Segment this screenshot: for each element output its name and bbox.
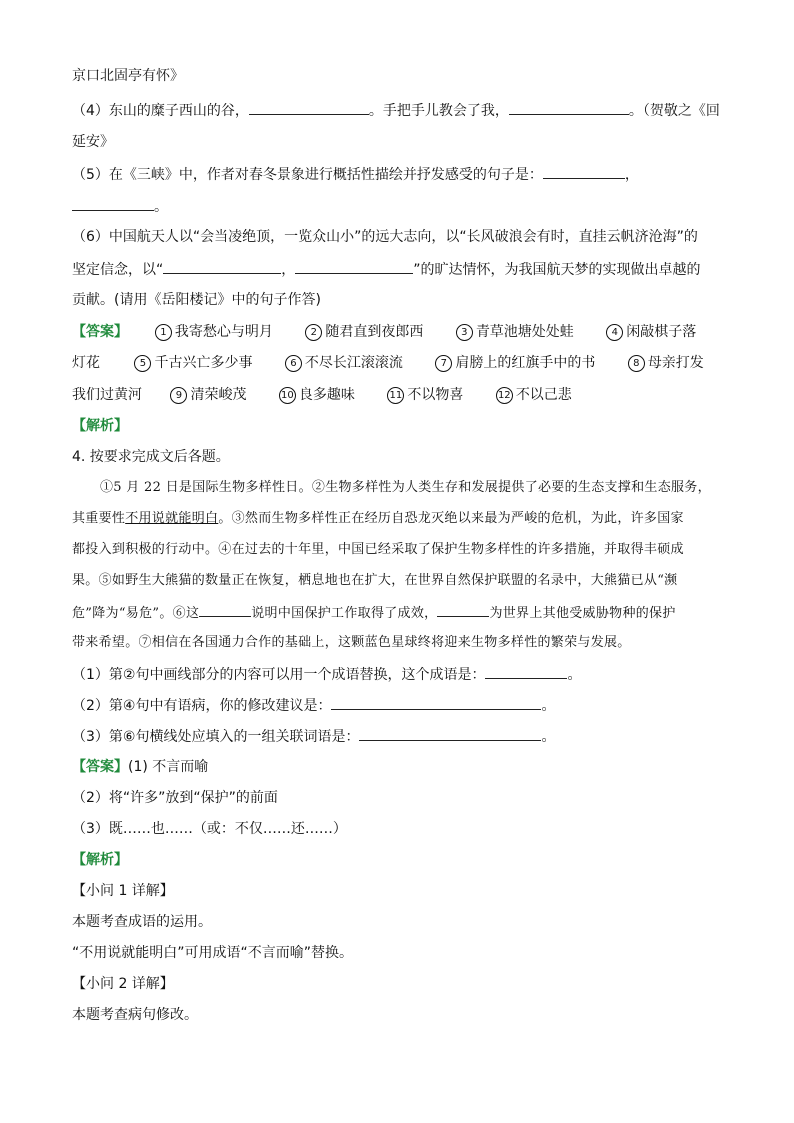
text: 。 (541, 698, 556, 714)
text-line (72, 290, 321, 310)
answer-text: 我们过黄河 (72, 387, 142, 403)
answer-item (170, 385, 246, 405)
number-badge: 9 (170, 387, 187, 404)
text: ”的旷达情怀，为我国航天梦的实现做出卓越的 (413, 262, 701, 278)
answer-line-2 (72, 353, 704, 373)
text: （3）第⑥句横线处应填入的一组关联词语是： (72, 729, 360, 745)
answer-2-line: （3）既……也……（或：不仅……还……） (72, 821, 347, 837)
text: 。 (154, 199, 168, 215)
answer-blank[interactable] (199, 602, 251, 617)
answer-item (606, 322, 696, 342)
answer-text: 闲敲棋子落 (626, 324, 697, 340)
answer-blank[interactable] (485, 664, 567, 679)
number-badge: 4 (606, 324, 623, 341)
text: （4）东山的糜子西山的谷， (72, 103, 249, 119)
text: 危”降为“易危”。⑥这 (72, 606, 200, 621)
text: 贡献。(请用《岳阳楼记》中的句子作答) (72, 292, 321, 308)
answer-text: 不尽长江滚滚流 (304, 355, 403, 371)
text: 。（贺敬之《回 (628, 103, 720, 119)
text: 。③然而生物多样性正在经历自恐龙灭绝以来最为严峻的危机，为此，许多国家 (218, 511, 684, 526)
answer-blank[interactable] (509, 100, 629, 115)
answer-text: 肩膀上的红旗手中的书 (455, 355, 596, 371)
answer-item (134, 353, 252, 373)
text-line (72, 66, 184, 86)
subquestion-heading: 【小问 2 详解】 (72, 976, 174, 992)
answer-item (435, 353, 595, 373)
answer-item (456, 322, 574, 342)
text-line (72, 259, 701, 280)
answer-line-1 (72, 322, 696, 342)
text: 其重要性 (72, 511, 126, 526)
answer-label: 【答案】 (72, 324, 128, 340)
text: 说明中国保护工作取得了成效， (251, 606, 438, 621)
text: 为世界上其他受威胁物种的保护 (489, 606, 676, 621)
answer-text: 随君直到夜郎西 (325, 324, 424, 340)
underlined-phrase: 不用说就能明白 (125, 511, 219, 526)
answer-blank[interactable] (359, 726, 541, 741)
number-badge: 5 (134, 355, 151, 372)
number-badge: 7 (435, 355, 452, 372)
text: ， (624, 167, 639, 183)
answer-blank[interactable] (72, 196, 154, 211)
answer-blank[interactable] (331, 695, 541, 710)
analysis-text: 本题考查成语的运用。 (72, 914, 212, 930)
text: 。 (567, 667, 582, 683)
text: （2）第④句中有语病，你的修改建议是： (72, 698, 332, 714)
answer-text: 不以己悲 (515, 387, 572, 403)
passage-line (100, 478, 711, 498)
analysis-text: 本题考查病句修改。 (72, 1007, 198, 1023)
subquestion-1 (72, 664, 581, 685)
text: 京口北固亭有怀》 (72, 68, 184, 84)
text: （6）中国航天人以“会当凌绝顶，一览众山小”的远大志向，以“长风破浪会有时，直挂云帆济沧海”的 (72, 229, 698, 245)
passage-line (72, 571, 677, 591)
answer-item (387, 385, 463, 405)
number-badge: 10 (279, 387, 296, 404)
text: 坚定信念，以“ (72, 262, 164, 278)
answer-item (305, 322, 423, 342)
answer-blank[interactable] (295, 259, 413, 274)
answer-blank[interactable] (543, 164, 625, 179)
text: 。 (541, 729, 556, 745)
text: （5）在《三峡》中，作者对春冬景象进行概括性描绘并抒发感受的句子是： (72, 167, 543, 183)
answer-label: 【答案】 (72, 759, 128, 775)
answer-item (496, 385, 572, 405)
text-line (72, 196, 168, 217)
analysis-text: “不用说就能明白”可用成语“不言而喻”替换。 (72, 945, 354, 961)
answer-blank[interactable] (163, 259, 281, 274)
answer-line-3 (72, 385, 572, 405)
question-6-fill (72, 227, 698, 247)
number-badge: 1 (155, 324, 172, 341)
answer-blank[interactable] (437, 602, 489, 617)
number-badge: 2 (305, 324, 322, 341)
number-badge: 3 (456, 324, 473, 341)
text: 带来希望。⑦相信在各国通力合作的基础上，这颗蓝色星球终将迎来生物多样性的繁荣与发展。 (72, 635, 631, 650)
answer-text: 青草池塘处处蛙 (475, 324, 574, 340)
answer-text: 清荣峻茂 (190, 387, 247, 403)
answer-2-line (72, 757, 208, 777)
subquestion-2 (72, 695, 555, 716)
passage-line (72, 602, 676, 624)
answer-blank[interactable] (249, 100, 369, 115)
subquestion-3 (72, 726, 555, 747)
answer-item (279, 385, 355, 405)
text-line (72, 132, 114, 152)
answer-text: (1) 不言而喻 (128, 759, 209, 775)
subquestion-heading: 【小问 1 详解】 (72, 883, 174, 899)
passage-line (72, 540, 684, 560)
text: ， (281, 262, 296, 278)
analysis-label: 【解析】 (72, 418, 128, 434)
question-4-title: 4. 按要求完成文后各题。 (72, 449, 230, 465)
text: （1）第②句中画线部分的内容可以用一个成语替换，这个成语是： (72, 667, 486, 683)
passage-line (72, 509, 684, 529)
answer-text: 母亲打发 (647, 355, 704, 371)
text: 都投入到积极的行动中。④在过去的十年里，中国已经采取了保护生物多样性的许多措施，并取得丰硕成 (72, 542, 684, 557)
text: 。手把手儿教会了我， (368, 103, 509, 119)
question-5-fill (72, 164, 639, 185)
answer-text: 灯花 (72, 355, 100, 371)
answer-text: 不以物喜 (407, 387, 464, 403)
analysis-label: 【解析】 (72, 852, 128, 868)
question-4-fill (72, 100, 720, 121)
text: 果。⑤如野生大熊猫的数量正在恢复，栖息地也在扩大，在世界自然保护联盟的名录中，大熊猫已从“濒 (72, 573, 678, 588)
answer-item (285, 353, 403, 373)
number-badge: 11 (387, 387, 404, 404)
answer-item (628, 353, 704, 373)
answer-text: 千古兴亡多少事 (154, 355, 253, 371)
number-badge: 6 (285, 355, 302, 372)
text: ①5 月 22 日是国际生物多样性日。②生物多样性为人类生存和发展提供了必要的生态支撑和生态服务， (100, 480, 711, 495)
text: 延安》 (72, 134, 114, 150)
answer-item (155, 322, 273, 342)
number-badge: 12 (496, 387, 513, 404)
number-badge: 8 (628, 355, 645, 372)
answer-2-line: （2）将“许多”放到“保护”的前面 (72, 790, 278, 806)
answer-text: 我寄愁心与明月 (174, 324, 273, 340)
answer-text: 良多趣味 (298, 387, 355, 403)
passage-line (72, 633, 631, 653)
